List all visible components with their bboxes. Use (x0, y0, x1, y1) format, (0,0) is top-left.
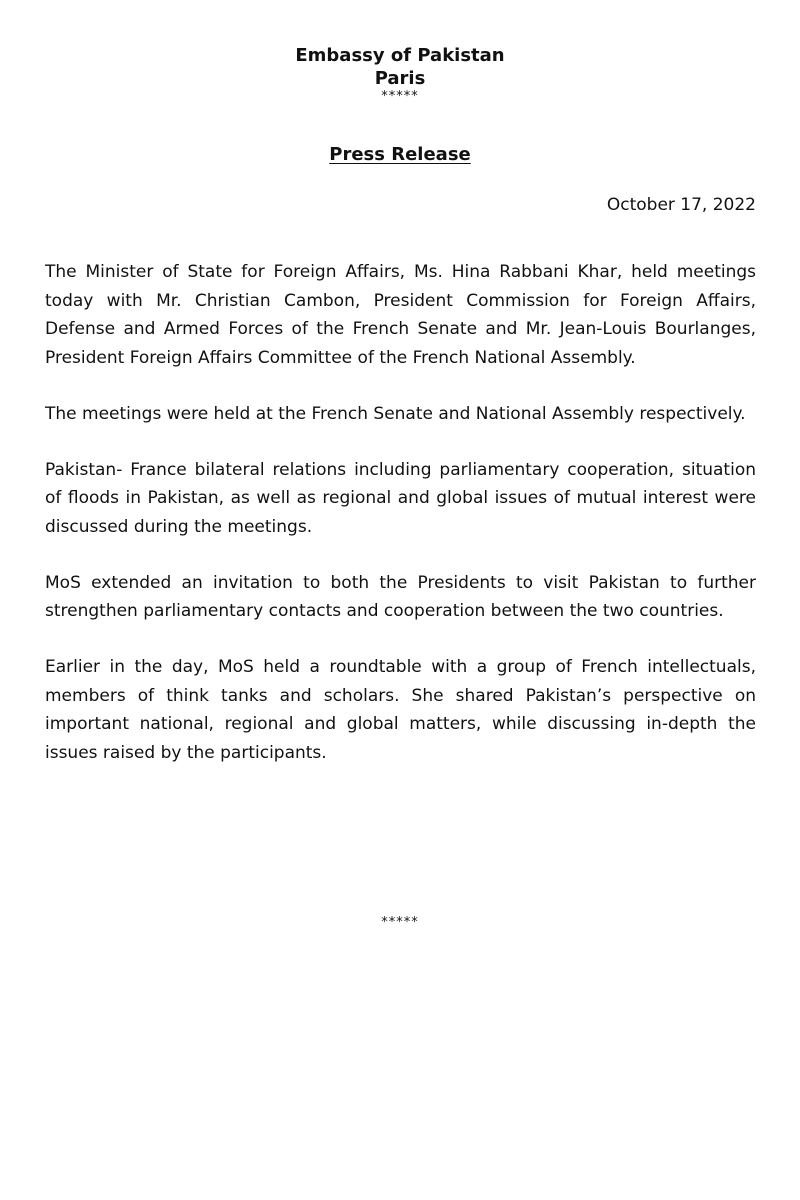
letterhead (0, 44, 800, 104)
paragraph: Pakistan- France bilateral relations including parliamentary cooperation, situation of floods in Pakistan, as well as regional and global issues of mutual interest were discussed during the meetings. (45, 459, 756, 537)
release-body (45, 258, 756, 795)
organization-city: Paris (374, 68, 426, 89)
header-separator: ***** (381, 89, 419, 104)
paragraph: MoS extended an invitation to both the Presidents to visit Pakistan to further strengthen parliamentary contacts and cooperation between the two countries. (45, 572, 756, 622)
footer-separator: ***** (381, 915, 419, 930)
organization-name: Embassy of Pakistan (295, 45, 505, 66)
document-title-text: Press Release (329, 144, 471, 165)
document-title (0, 143, 800, 167)
paragraph: The Minister of State for Foreign Affairs, Ms. Hina Rabbani Khar, held meetings today with Mr. Christian Cambon, President Commission for Foreign Affairs, Defense and Armed Forces of the French Senate and Mr. Jean-Louis Bourlanges, President Foreign Affairs Committee of the French National Assembly. (45, 262, 756, 369)
paragraph: The meetings were held at the French Senate and National Assembly respectively. (45, 403, 746, 424)
paragraph: Earlier in the day, MoS held a roundtable with a group of French intellectuals, members of think tanks and scholars. She shared Pakistan’s perspective on important national, regional and global matters, while discussing in-depth the issues raised by the participants. (45, 657, 756, 764)
release-date: October 17, 2022 (606, 195, 756, 215)
